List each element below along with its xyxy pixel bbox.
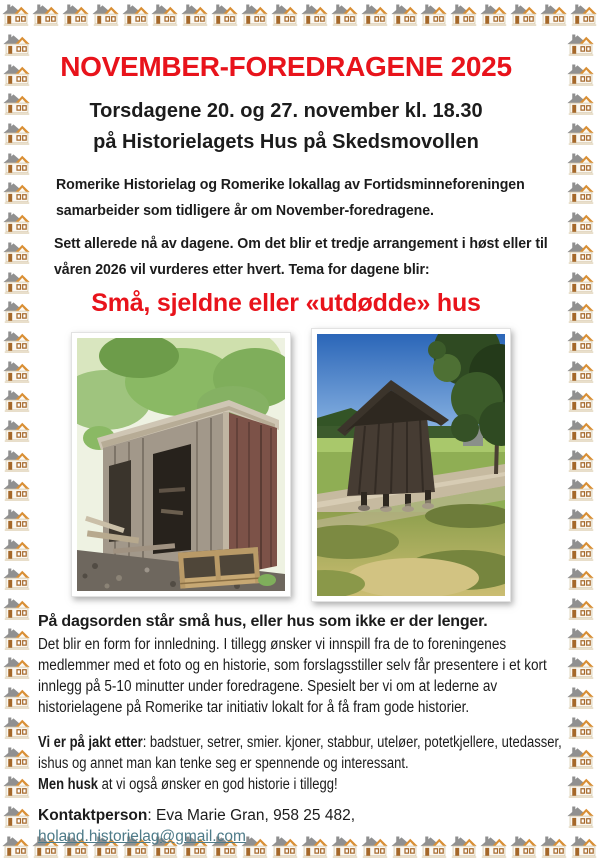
house-icon <box>3 388 32 414</box>
house-icon <box>92 2 120 28</box>
contact-email-link[interactable]: holand.historielag@gmail.com <box>38 827 246 845</box>
house-icon <box>3 240 32 266</box>
house-icon <box>301 2 329 28</box>
house-icon <box>3 804 32 830</box>
house-icon <box>567 537 596 563</box>
house-icon <box>3 180 32 206</box>
house-icon <box>331 2 359 28</box>
house-icon <box>3 121 32 147</box>
house-icon <box>3 745 31 771</box>
house-icon <box>567 507 595 533</box>
flyer-content <box>38 30 562 847</box>
house-icon <box>567 655 595 681</box>
border-left-houses <box>3 32 32 830</box>
house-icon <box>567 329 596 355</box>
house-icon <box>3 685 32 711</box>
house-icon <box>3 299 31 325</box>
house-icon <box>567 685 596 711</box>
house-icon <box>3 655 32 681</box>
house-icon <box>567 626 596 652</box>
house-icon <box>3 774 32 800</box>
house-icon <box>510 2 538 28</box>
save-dates-paragraph-wrap <box>54 231 562 283</box>
house-icon <box>567 121 596 147</box>
house-icon <box>3 329 32 355</box>
seeking-lead: Vi er på jakt etter <box>38 733 143 751</box>
house-icon <box>301 2 329 28</box>
house-icon <box>62 2 90 28</box>
house-icon <box>3 270 32 296</box>
house-icon <box>567 388 596 414</box>
house-icon <box>567 418 595 444</box>
house-icon <box>3 566 32 592</box>
house-icon <box>2 834 30 860</box>
save-dates-paragraph: Sett allerede nå av dagene. Om det blir et tredje arrangement i høst eller til våren 2026 vil vurderes etter hvert. Tema for dagene blir: <box>54 234 548 278</box>
house-icon <box>420 2 448 28</box>
house-icon <box>567 507 596 533</box>
house-icon <box>570 2 598 28</box>
house-icon <box>3 507 32 533</box>
house-icon <box>567 596 596 622</box>
house-icon <box>3 745 32 771</box>
house-icon <box>3 210 32 236</box>
house-icon <box>567 566 595 592</box>
house-icon <box>32 2 60 28</box>
house-icon <box>450 2 478 28</box>
intro-paragraph-wrap <box>56 172 562 224</box>
husk-rest: at vi også ønsker en god historie i tillegg! <box>98 775 338 793</box>
house-icon <box>567 418 596 444</box>
house-icon <box>567 804 596 830</box>
house-icon <box>567 537 595 563</box>
house-icon <box>540 2 568 28</box>
event-location-line: på Historielagets Hus på Skedsmovollen <box>93 130 479 153</box>
house-icon <box>211 2 239 28</box>
house-icon <box>3 596 32 622</box>
house-icon <box>567 329 595 355</box>
house-icon <box>2 2 30 28</box>
house-icon <box>420 2 448 28</box>
house-icon <box>3 151 32 177</box>
house-icon <box>3 359 31 385</box>
page-title: NOVEMBER-FOREDRAGENE 2025 <box>60 51 512 82</box>
house-icon <box>570 834 598 860</box>
house-icon <box>567 299 595 325</box>
house-icon <box>271 2 299 28</box>
seeking-rest: : badstuer, setrer, smier. kjoner, stabbur, uteløer, potetkjellere, utedasser, ishus og annet man kan tenke seg er spennende og interessant. <box>38 733 562 772</box>
house-icon <box>181 2 209 28</box>
house-icon <box>3 477 32 503</box>
house-icon <box>122 2 150 28</box>
house-icon <box>361 2 389 28</box>
house-icon <box>567 715 595 741</box>
house-icon <box>567 32 595 58</box>
house-icon <box>3 626 32 652</box>
house-icon <box>540 2 568 28</box>
house-icon <box>3 418 31 444</box>
house-icon <box>567 745 595 771</box>
house-icon <box>331 2 359 28</box>
house-icon <box>567 566 596 592</box>
house-icon <box>3 715 32 741</box>
agenda-lead: På dagsorden står små hus, eller hus som ikke er der lenger. <box>38 612 488 630</box>
agenda-body: Det blir en form for innledning. I tillegg ønsker vi innspill fra de to foreningenes medlemmer med et foto og en historie, som forslagsstiller selv får presentere i et kort innlegg på 5-10 minutter under foredragene. Spesielt ber vi om at lederne av historielagene på Romerike tar initiativ lokalt for å få fram gode historier. <box>38 635 547 716</box>
house-icon <box>567 359 595 385</box>
house-icon <box>480 2 508 28</box>
house-icon <box>3 62 31 88</box>
house-icon <box>570 834 598 860</box>
house-icon <box>3 596 31 622</box>
house-icon <box>62 2 90 28</box>
house-icon <box>3 655 31 681</box>
house-icon <box>3 448 32 474</box>
photo-leaning-stabbur <box>317 334 505 596</box>
house-icon <box>32 2 60 28</box>
house-icon <box>3 388 31 414</box>
house-icon <box>3 240 31 266</box>
seeking-paragraph <box>38 732 563 774</box>
house-icon <box>3 537 31 563</box>
house-icon <box>181 2 209 28</box>
house-icon <box>567 448 596 474</box>
house-icon <box>450 2 478 28</box>
house-icon <box>3 566 31 592</box>
house-icon <box>567 774 596 800</box>
house-icon <box>3 715 31 741</box>
house-icon <box>567 685 595 711</box>
house-icon <box>567 299 596 325</box>
house-icon <box>3 537 32 563</box>
theme-heading: Små, sjeldne eller «utdødde» hus <box>91 288 481 317</box>
house-icon <box>3 62 32 88</box>
house-icon <box>2 2 30 28</box>
house-icon <box>567 121 595 147</box>
husk-line <box>38 774 563 795</box>
contact-lead: Kontaktperson <box>38 806 148 824</box>
house-icon <box>567 359 596 385</box>
house-icon <box>3 91 32 117</box>
house-icon <box>391 2 419 28</box>
event-date-line: Torsdagene 20. og 27. november kl. 18.30 <box>89 99 483 122</box>
photo-row <box>71 332 562 602</box>
house-icon <box>567 715 596 741</box>
house-icon <box>567 626 595 652</box>
house-icon <box>3 299 32 325</box>
house-icon <box>567 62 595 88</box>
photo-frame-left <box>71 332 291 597</box>
house-icon <box>567 655 596 681</box>
event-date-location <box>38 96 534 158</box>
house-icon <box>567 91 596 117</box>
house-icon <box>3 359 32 385</box>
house-icon <box>3 151 31 177</box>
border-top-houses <box>2 2 598 28</box>
house-icon <box>3 32 32 58</box>
house-icon <box>3 685 31 711</box>
house-icon <box>3 91 31 117</box>
house-icon <box>567 32 596 58</box>
house-icon <box>2 834 30 860</box>
contact-line <box>38 805 562 847</box>
house-icon <box>151 2 179 28</box>
house-icon <box>3 121 31 147</box>
house-icon <box>3 477 31 503</box>
house-icon <box>3 507 31 533</box>
house-icon <box>567 62 596 88</box>
house-icon <box>3 32 31 58</box>
house-icon <box>567 388 595 414</box>
house-icon <box>567 596 595 622</box>
house-icon <box>92 2 120 28</box>
house-icon <box>391 2 419 28</box>
house-icon <box>122 2 150 28</box>
house-icon <box>567 477 595 503</box>
house-icon <box>3 804 31 830</box>
house-icon <box>3 418 32 444</box>
house-icon <box>567 745 596 771</box>
house-icon <box>241 2 269 28</box>
house-icon <box>151 2 179 28</box>
house-icon <box>567 448 595 474</box>
house-icon <box>3 626 31 652</box>
house-icon <box>3 270 31 296</box>
house-icon <box>361 2 389 28</box>
border-right-houses <box>567 32 596 830</box>
house-icon <box>570 2 598 28</box>
house-icon <box>241 2 269 28</box>
house-icon <box>567 804 595 830</box>
intro-paragraph: Romerike Historielag og Romerike lokallag av Fortidsminneforeningen samarbeider som tidligere år om November-foredragene. <box>56 175 525 219</box>
house-icon <box>510 2 538 28</box>
husk-lead: Men husk <box>38 775 99 793</box>
house-icon <box>3 448 31 474</box>
house-icon <box>567 91 595 117</box>
house-icon <box>3 774 31 800</box>
house-icon <box>3 210 31 236</box>
seeking-block <box>38 732 563 795</box>
house-icon <box>211 2 239 28</box>
house-icon <box>567 477 596 503</box>
photo-weathered-shed <box>77 338 285 591</box>
house-icon <box>3 329 31 355</box>
contact-mid: : Eva Marie Gran, 958 25 482, <box>147 806 356 824</box>
house-icon <box>271 2 299 28</box>
house-icon <box>480 2 508 28</box>
house-icon <box>567 774 595 800</box>
photo-frame-right <box>311 328 511 602</box>
house-icon <box>3 180 31 206</box>
